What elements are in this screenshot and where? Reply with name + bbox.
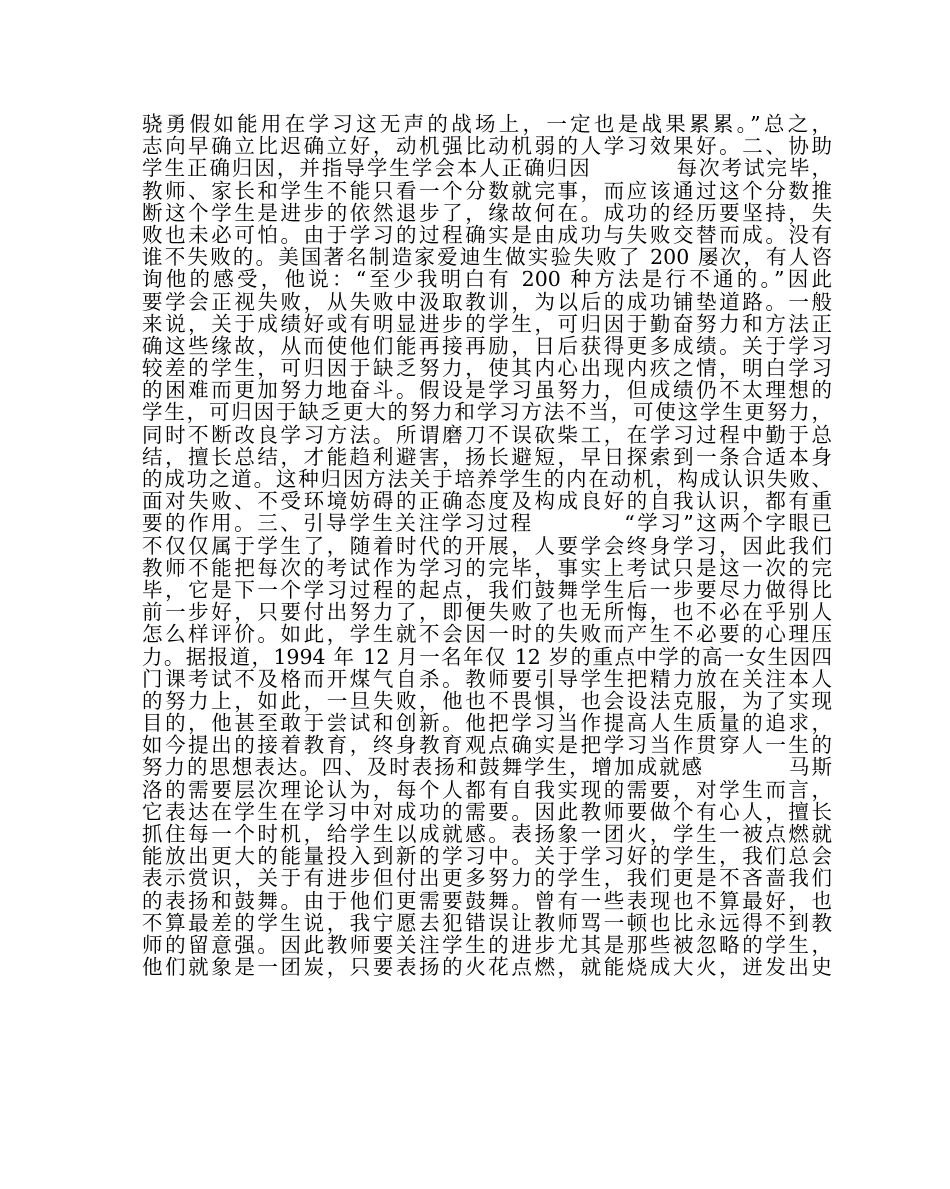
text-line: 师的留意强。因此教师要关注学生的进步尤其是那些被忽略的学生， bbox=[142, 932, 832, 957]
text-line: 力。据报道，1994 年 12 月一名年仅 12 岁的重点中学的高一女生因四 bbox=[142, 644, 832, 669]
text-line: 毕，它是下一个学习过程的起点，我们鼓舞学生后一步要尽力做得比 bbox=[142, 577, 832, 602]
text-line: 洛的需要层次理论认为，每个人都有自我实现的需要，对学生而言， bbox=[142, 777, 832, 802]
text-line: 学生正确归因，并指导学生学会本人正确归因 每次考试完毕， bbox=[142, 156, 832, 181]
text-line: 同时不断改良学习方法。所谓磨刀不误砍柴工，在学习过程中勤于总 bbox=[142, 422, 832, 447]
text-line: 要的作用。三、引导学生关注学习过程 “学习”这两个字眼已 bbox=[142, 511, 832, 536]
text-line: 能放出更大的能量投入到新的学习中。关于学习好的学生，我们总会 bbox=[142, 844, 832, 869]
text-line: 前一步好，只要付出努力了，即便失败了也无所悔，也不必在乎别人 bbox=[142, 600, 832, 625]
text-line: 不算最差的学生说，我宁愿去犯错误让教师骂一顿也比永远得不到教 bbox=[142, 910, 832, 935]
text-line: 的困难而更加努力地奋斗。假设是学习虽努力，但成绩仍不太理想的 bbox=[142, 378, 832, 403]
text-line: 教师、家长和学生不能只看一个分数就完事，而应该通过这个分数推 bbox=[142, 178, 832, 203]
text-line: 较差的学生，可归因于缺乏努力，使其内心出现内疚之情，明白学习 bbox=[142, 356, 832, 381]
text-line: 的努力上，如此，一旦失败，他也不畏惧，也会设法克服，为了实现 bbox=[142, 688, 832, 713]
text-line: 断这个学生是进步的依然退步了，缘故何在。成功的经历要坚持，失 bbox=[142, 200, 832, 225]
text-line: 教师不能把每次的考试作为学习的完毕，事实上考试只是这一次的完 bbox=[142, 555, 832, 580]
document-body-text bbox=[142, 113, 832, 978]
text-line: 抓住每一个时机，给学生以成就感。表扬象一团火，学生一被点燃就 bbox=[142, 822, 832, 846]
text-line: 要学会正视失败，从失败中汲取教训，为以后的成功铺垫道路。一般 bbox=[142, 289, 832, 314]
text-line: 志向早确立比迟确立好，动机强比动机弱的人学习效果好。二、协助 bbox=[142, 134, 832, 159]
text-line: 不仅仅属于学生了，随着时代的开展，人要学会终身学习，因此我们 bbox=[142, 533, 832, 558]
text-line: 确这些缘故，从而使他们能再接再励，日后获得更多成绩。关于学习 bbox=[142, 333, 832, 358]
text-line: 门课考试不及格而开煤气自杀。教师要引导学生把精力放在关注本人 bbox=[142, 666, 832, 691]
text-line: 他们就象是一团炭，只要表扬的火花点燃，就能烧成大火，迸发出史 bbox=[142, 955, 832, 980]
text-line: 目的，他甚至敢于尝试和创新。他把学习当作提高人生质量的追求， bbox=[142, 711, 832, 736]
text-line: 它表达在学生在学习中对成功的需要。因此教师要做个有心人，擅长 bbox=[142, 799, 832, 824]
text-line: 骁勇假如能用在学习这无声的战场上，一定也是战果累累。”总之， bbox=[142, 112, 832, 136]
text-line: 面对失败、不受环境妨碍的正确态度及构成良好的自我认识，都有重 bbox=[142, 489, 832, 514]
text-line: 谁不失败的。美国著名制造家爱迪生做实验失败了 200 屡次，有人咨 bbox=[142, 245, 832, 270]
text-line: 的成功之道。这种归因方法关于培养学生的内在动机，构成认识失败、 bbox=[142, 467, 832, 491]
text-line: 怎么样评价。如此，学生就不会因一时的失败而产生不必要的心理压 bbox=[142, 622, 832, 647]
text-line: 结，擅长总结，才能趋利避害，扬长避短，早日探索到一条合适本身 bbox=[142, 444, 832, 469]
text-line: 努力的思想表达。四、及时表扬和鼓舞学生，增加成就感 马斯 bbox=[142, 755, 832, 780]
text-line: 的表扬和鼓舞。由于他们更需要鼓舞。曾有一些表现也不算最好，也 bbox=[142, 888, 832, 913]
text-line: 如今提出的接着教育，终身教育观点确实是把学习当作贯穿人一生的 bbox=[142, 733, 832, 758]
text-line: 表示赏识，关于有进步但付出更多努力的学生，我们更是不吝啬我们 bbox=[142, 866, 832, 891]
text-line: 来说，关于成绩好或有明显进步的学生，可归因于勤奋努力和方法正 bbox=[142, 311, 832, 336]
text-line: 败也未必可怕。由于学习的过程确实是由成功与失败交替而成。没有 bbox=[142, 222, 832, 247]
text-line: 学生，可归因于缺乏更大的努力和学习方法不当，可使这学生更努力， bbox=[142, 400, 832, 425]
text-line: 询他的感受，他说：“至少我明白有 200 种方法是行不通的。”因此 bbox=[142, 267, 832, 292]
